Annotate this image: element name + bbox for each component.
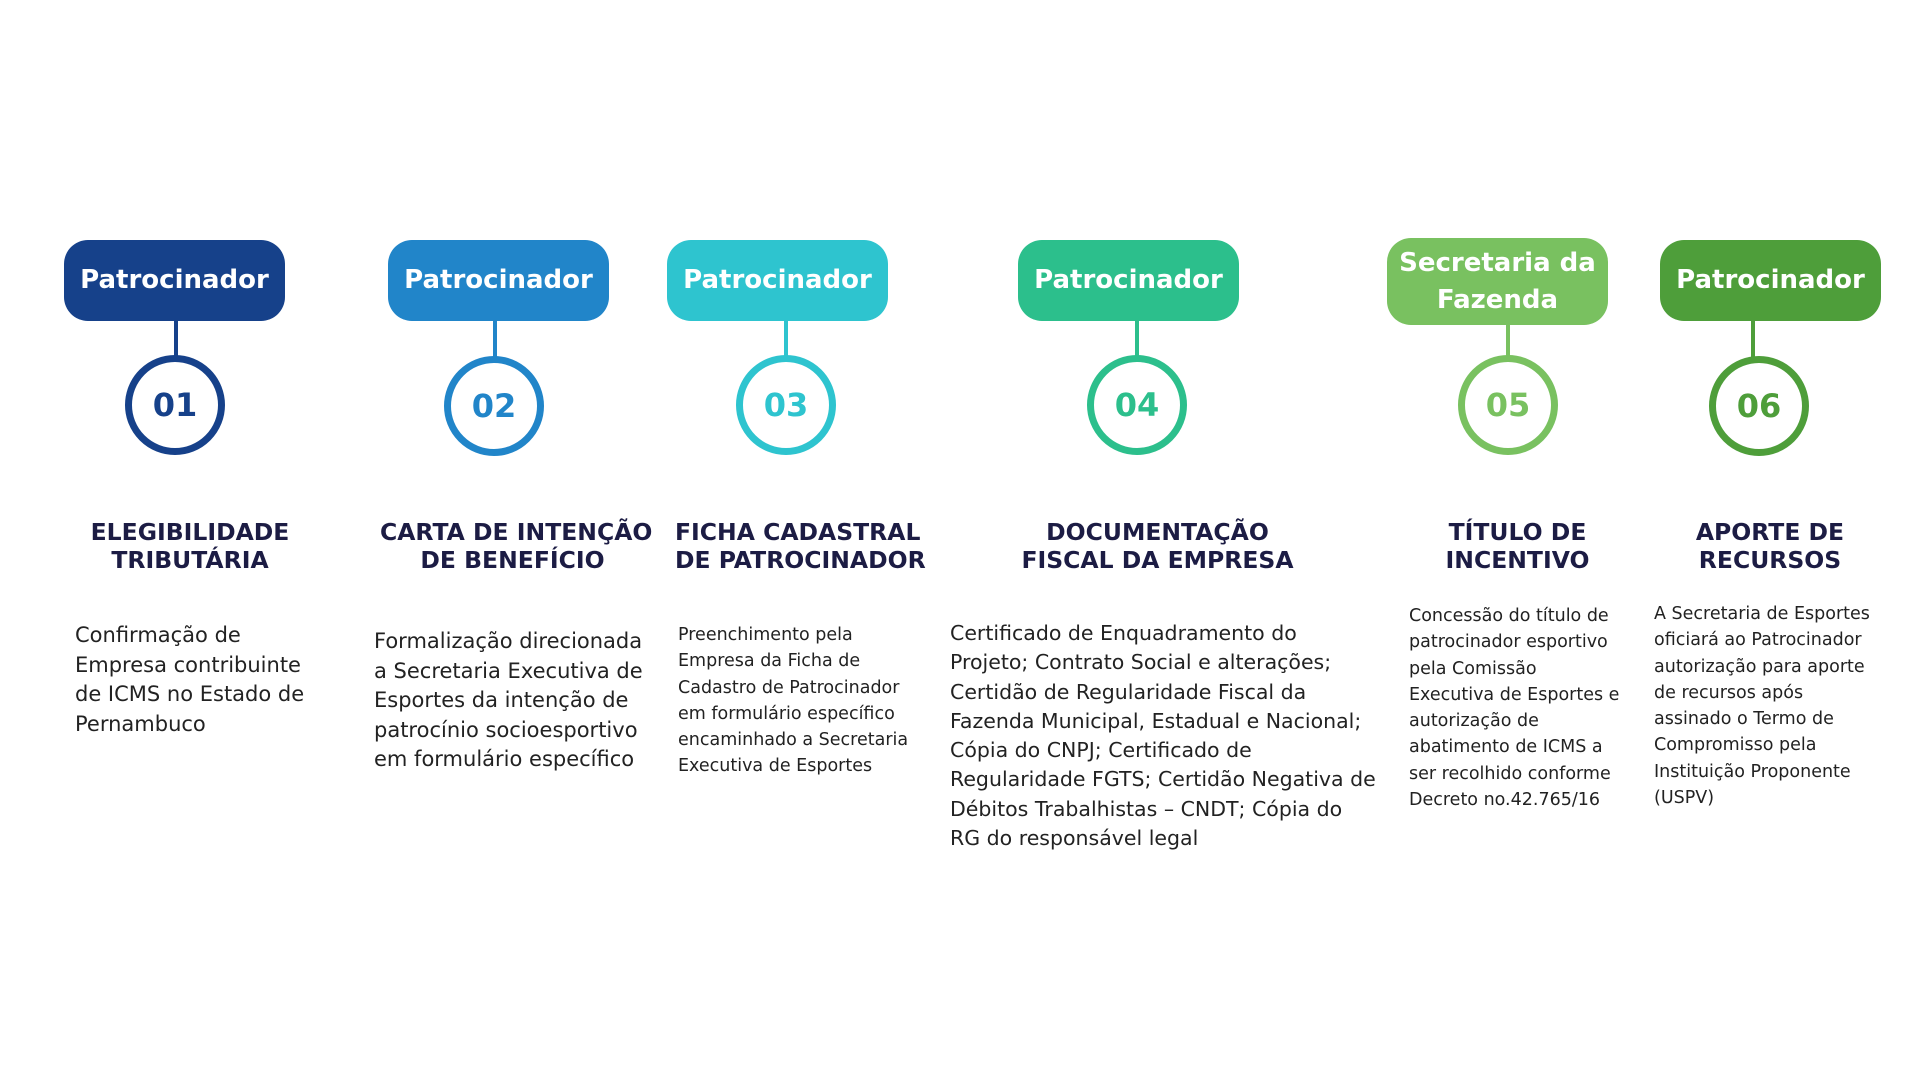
step-description (75, 621, 304, 739)
description-line: Fazenda Municipal, Estadual e Nacional; (950, 708, 1362, 733)
connector-line (174, 321, 178, 359)
description-line: Esportes da intenção de (374, 688, 629, 712)
description-line: Formalização direcionada (374, 629, 643, 653)
description-line: Projeto; Contrato Social e alterações; (950, 650, 1332, 675)
description-line: Compromisso pela (1654, 735, 1817, 756)
step-title-line: ELEGIBILIDADE (90, 518, 290, 546)
step-title-line: APORTE DE (1695, 518, 1845, 546)
description-line: Certidão de Regularidade Fiscal da (950, 679, 1307, 704)
description-line: (USPV) (1654, 788, 1715, 809)
actor-badge: Patrocinador (64, 240, 285, 321)
connector-line (784, 321, 788, 359)
description-line: a Secretaria Executiva de (374, 658, 643, 683)
step-title-line: INCENTIVO (1445, 546, 1590, 574)
description-line: assinado o Termo de (1654, 709, 1834, 730)
step-title-line: RECURSOS (1698, 546, 1842, 574)
description-line: patrocinador esportivo (1409, 632, 1608, 653)
step-number-circle: 01 (125, 355, 225, 455)
description-line: Regularidade FGTS; Certidão Negativa de (950, 767, 1376, 792)
description-line: Cadastro de Patrocinador (678, 677, 900, 698)
step-title (1410, 518, 1625, 574)
step-number-circle: 05 (1458, 355, 1558, 455)
description-line: ser recolhido conforme (1409, 763, 1611, 784)
description-line: abatimento de ICMS a (1409, 737, 1603, 758)
description-line: Executiva de Esportes e (1409, 684, 1620, 705)
step-title-line: DE PATROCINADOR (675, 546, 926, 574)
step-description (950, 619, 1376, 853)
description-line: de ICMS no Estado de (75, 682, 305, 706)
actor-badge: Patrocinador (667, 240, 888, 321)
description-line: Empresa da Ficha de (678, 651, 861, 672)
description-line: de recursos após (1654, 682, 1804, 703)
step-number-circle: 06 (1709, 356, 1809, 456)
step-number-circle: 02 (444, 356, 544, 456)
description-line: autorização de (1409, 711, 1539, 732)
step-title (70, 518, 310, 574)
actor-badge: Patrocinador (1018, 240, 1239, 321)
description-line: Cópia do CNPJ; Certificado de (950, 738, 1252, 763)
actor-badge: Patrocinador (388, 240, 609, 321)
description-line: pela Comissão (1409, 658, 1537, 679)
actor-badge: Patrocinador (1660, 240, 1881, 321)
step-description (374, 627, 643, 775)
step-title-line: FISCAL DA EMPRESA (1021, 546, 1294, 574)
description-line: patrocínio socioesportivo (374, 717, 638, 742)
description-line: Confirmação de (75, 623, 241, 647)
description-line: Pernambuco (75, 711, 206, 736)
step-title-line: DE BENEFÍCIO (420, 546, 605, 574)
description-line: em formulário específico (374, 747, 635, 771)
connector-line (1135, 321, 1139, 359)
connector-line (1506, 325, 1510, 359)
step-description (1654, 601, 1870, 811)
description-line: RG do responsável legal (950, 826, 1199, 851)
actor-badge-line: Fazenda (1436, 284, 1559, 315)
description-line: oficiará ao Patrocinador (1654, 630, 1862, 651)
step-title (1670, 518, 1870, 574)
step-description (678, 622, 908, 780)
step-title-line: CARTA DE INTENÇÃO (380, 518, 653, 546)
step-description (1409, 603, 1619, 813)
step-number-circle: 03 (736, 355, 836, 455)
description-line: Instituição Proponente (1654, 761, 1851, 782)
connector-line (1751, 321, 1755, 359)
description-line: Decreto no.42.765/16 (1409, 790, 1601, 811)
description-line: Certificado de Enquadramento do (950, 621, 1297, 645)
step-number-circle: 04 (1087, 355, 1187, 455)
description-line: Débitos Trabalhistas – CNDT; Cópia do (950, 796, 1343, 821)
step-title-line: TÍTULO DE (1448, 518, 1587, 546)
description-line: Executiva de Esportes (678, 756, 873, 777)
step-title (380, 518, 653, 574)
step-title-line: TRIBUTÁRIA (111, 546, 269, 574)
step-title-line: FICHA CADASTRAL (675, 518, 921, 546)
connector-line (493, 321, 497, 359)
step-title (675, 518, 926, 574)
description-line: Empresa contribuinte (75, 652, 301, 677)
step-title (1020, 518, 1295, 574)
description-line: autorização para aporte (1654, 656, 1865, 677)
description-line: Preenchimento pela (678, 625, 853, 645)
actor-badge-line: Secretaria da (1399, 247, 1596, 278)
description-line: encaminhado a Secretaria (678, 730, 909, 751)
actor-badge (1387, 238, 1608, 325)
description-line: A Secretaria de Esportes (1654, 604, 1870, 624)
description-line: Concessão do título de (1409, 606, 1609, 626)
step-title-line: DOCUMENTAÇÃO (1046, 518, 1269, 546)
description-line: em formulário específico (678, 703, 895, 724)
